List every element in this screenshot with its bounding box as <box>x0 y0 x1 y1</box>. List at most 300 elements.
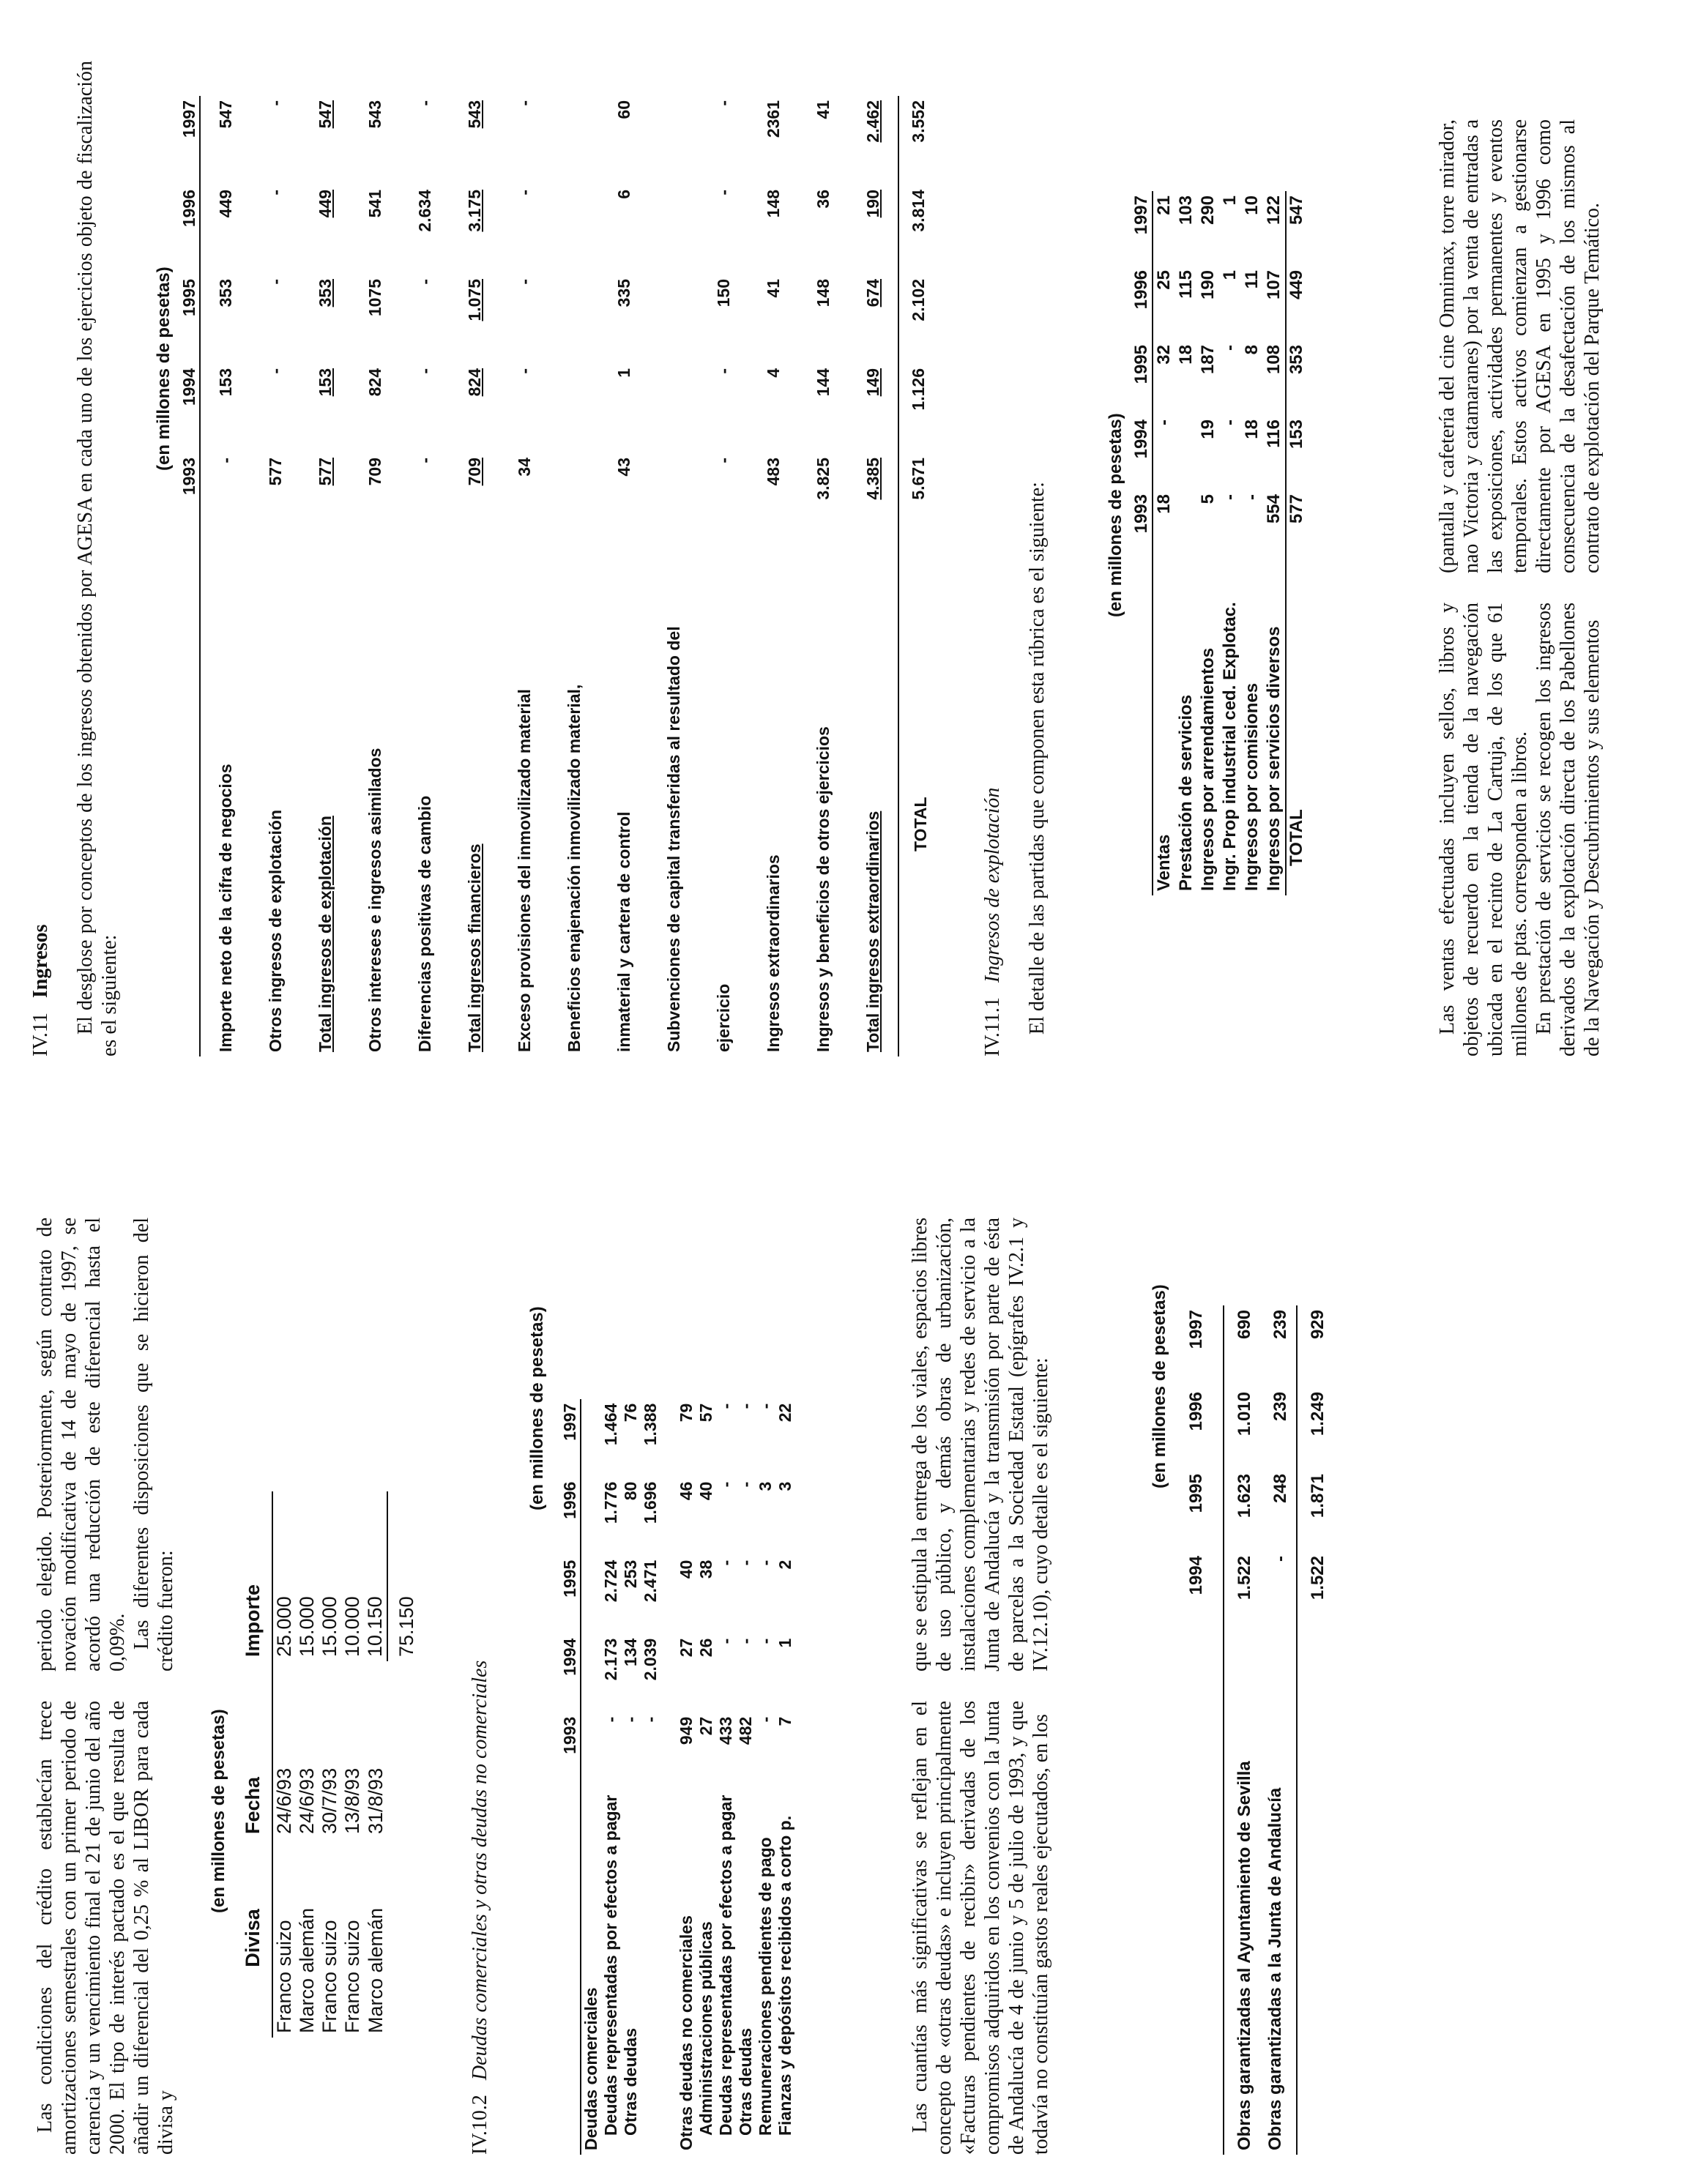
value-cell: 80 <box>621 1481 640 1501</box>
ingresos-intro <box>73 61 122 1056</box>
value-cell: 103 <box>1176 195 1196 226</box>
deudas-row <box>716 1399 736 2155</box>
importe-cell: 15.000 <box>319 1596 340 1657</box>
ingresos-row <box>450 96 499 1056</box>
intro-paragraph-1: Las condiciones del crédito establecían trece amortizaciones semestrales con un primer periodo de carencia y un vencimiento final el 21 de junio del año 2000. El tipo de interés pactado es el que resulta de añadir un diferencial del 0,25 % al LIBOR para cada divisa y <box>34 1701 177 2155</box>
value-cell <box>649 453 699 543</box>
ingresos-row <box>200 96 250 1056</box>
row-label: Otros intereses e ingresos asimilados <box>365 748 384 1052</box>
year-header: 1993 <box>179 458 198 496</box>
value-cell: - <box>716 1559 735 1566</box>
ingresos-row <box>699 96 748 1056</box>
value-cell: - <box>514 368 534 374</box>
row-label: Deudas representadas por efectos a pagar <box>716 1794 735 2136</box>
value-cell: 144 <box>813 368 833 397</box>
explotacion-table <box>1131 191 1307 895</box>
ingresos-header-row <box>179 96 200 1056</box>
section-title: Ingresos de explotación <box>981 787 1004 983</box>
value-cell: - <box>736 1403 755 1409</box>
row-label: inmaterial y cartera de control <box>614 811 633 1052</box>
row-label: Otros ingresos de explotación <box>265 809 285 1052</box>
divisa-header: Divisa <box>242 1909 264 1967</box>
obras-row <box>1265 1305 1297 2155</box>
explotacion-row <box>1263 191 1286 895</box>
fecha-cell: 30/7/93 <box>319 1767 340 1834</box>
row-label: Deudas representadas por efectos a pagar <box>601 1794 620 2136</box>
row-label: Otras deudas <box>621 2028 640 2136</box>
value-cell: 46 <box>677 1481 696 1501</box>
row-label: Ingresos por comisiones <box>1242 682 1262 891</box>
value-cell: 1.464 <box>601 1403 620 1446</box>
total-cell: 929 <box>1308 1310 1328 1340</box>
explotacion-header-row <box>1131 191 1153 895</box>
value-cell: 107 <box>1264 270 1284 300</box>
row-label: Ingresos por servicios diversos <box>1264 626 1284 891</box>
value-cell: 248 <box>1270 1474 1290 1504</box>
intro-column-2 <box>33 1218 178 1671</box>
value-cell: - <box>1270 1556 1290 1562</box>
year-header: 1994 <box>560 1638 579 1676</box>
value-cell: 674 <box>863 279 882 308</box>
bottom-paragraph-2: En prestación de servicios se recogen los ingresos derivados de la explotación directa de los Pabellones de la Navegación y Descubrimientos y sus elementos <box>1533 603 1604 1056</box>
value-cell: - <box>713 458 733 463</box>
value-cell: 10 <box>1242 195 1262 215</box>
total-cell: 353 <box>1287 345 1306 375</box>
total-label: TOTAL <box>1287 809 1306 866</box>
explotacion-total-row <box>1286 191 1307 895</box>
value-cell: 1.010 <box>1235 1392 1254 1436</box>
value-cell: - <box>265 279 285 285</box>
deudas-row <box>696 1399 716 2155</box>
year-header: 1997 <box>1131 195 1151 235</box>
value-cell: 2 <box>775 1559 794 1570</box>
row-label: Ingresos extraordinarios <box>763 854 783 1052</box>
value-cell: 3 <box>756 1481 775 1491</box>
year-header: 1995 <box>560 1559 579 1598</box>
divisa-table-unit: (en millones de pesetas) <box>209 1709 228 1913</box>
value-cell: 824 <box>365 368 384 397</box>
section-title: Ingresos <box>29 924 52 999</box>
value-cell: 1 <box>1220 270 1240 280</box>
value-cell: 2.039 <box>641 1638 660 1681</box>
fecha-cell: 24/6/93 <box>296 1767 318 1834</box>
section-title: Deudas comerciales y otras deudas no comerciales <box>469 1660 491 2081</box>
value-cell: - <box>514 190 534 195</box>
value-cell: - <box>215 458 235 463</box>
value-cell: - <box>713 100 733 106</box>
section-number: IV.11.1 <box>981 997 1004 1056</box>
middle-paragraph-2: que se estipula la entrega de los viales, espacios libres de uso público, y demás obras de urbanización, instalaciones complementarias y redes de servicio a la Junta de Andalucía y la transmisión por parte de ésta de parcelas a la Sociedad Estatal (epígrafes IV.2.1 y IV.12.10), cuyo detalle es el siguiente: <box>909 1218 1052 1671</box>
value-cell: - <box>1220 494 1240 500</box>
explotacion-body <box>1153 191 1286 895</box>
value-cell: 824 <box>464 368 484 397</box>
right-page-half <box>0 0 1690 1086</box>
value-cell: - <box>514 279 534 285</box>
value-cell: 2.462 <box>863 100 882 143</box>
section-heading-explotacion <box>981 788 1005 1056</box>
year-header: 1996 <box>560 1481 579 1519</box>
total-cell: 5.671 <box>909 458 928 500</box>
total-cell: 577 <box>1287 494 1306 524</box>
value-cell: - <box>514 100 534 106</box>
row-label: Obras garantizadas al Ayuntamiento de Sevilla <box>1235 1761 1254 2150</box>
section-heading-ingresos <box>29 924 53 1056</box>
deudas-table <box>560 1399 795 2155</box>
value-cell: 11 <box>1242 270 1262 289</box>
deudas-row <box>641 1399 660 2155</box>
year-header: 1997 <box>1186 1310 1206 1349</box>
total-cell: 3.814 <box>909 190 928 232</box>
value-cell: 433 <box>716 1716 735 1745</box>
value-cell <box>549 453 599 543</box>
value-cell: 18 <box>1242 420 1262 439</box>
total-cell: 1.522 <box>1308 1556 1328 1600</box>
value-cell: 27 <box>696 1716 715 1736</box>
value-cell: - <box>414 279 434 285</box>
value-cell: - <box>756 1638 775 1644</box>
value-cell: 483 <box>763 458 783 486</box>
divisa-row <box>319 1491 341 2038</box>
value-cell: 122 <box>1264 195 1284 226</box>
value-cell: 1.776 <box>601 1481 620 1524</box>
ingresos-row <box>599 96 649 1056</box>
value-cell: 709 <box>365 458 384 486</box>
total-label: TOTAL <box>911 797 930 851</box>
divisa-cell: Franco suizo <box>319 1920 340 2033</box>
ingresos-total-row <box>898 96 938 1056</box>
value-cell: 3.175 <box>464 190 484 232</box>
total-cell: 2.102 <box>909 279 928 321</box>
value-cell: 449 <box>215 190 235 218</box>
value-cell: 3.825 <box>813 458 833 500</box>
value-cell: 1.623 <box>1235 1474 1254 1518</box>
explotacion-row <box>1153 191 1175 895</box>
fecha-cell: 31/8/93 <box>364 1767 387 1834</box>
value-cell: 76 <box>621 1403 640 1423</box>
explotacion-row <box>1197 191 1219 895</box>
year-header: 1994 <box>179 368 198 406</box>
value-cell <box>649 185 699 275</box>
deudas-table-unit: (en millones de pesetas) <box>527 1306 547 1510</box>
divisa-row <box>341 1491 364 2038</box>
value-cell: 1 <box>775 1638 794 1648</box>
row-label: Beneficios enajenación inmovilizado material, <box>564 684 584 1052</box>
value-cell: 2.724 <box>601 1559 620 1603</box>
value-cell <box>549 275 599 364</box>
importe-cell: 10.000 <box>341 1596 363 1657</box>
value-cell: 153 <box>215 368 235 397</box>
value-cell: - <box>713 190 733 195</box>
value-cell: 2.634 <box>414 190 434 232</box>
value-cell: 60 <box>614 100 633 119</box>
value-cell: - <box>716 1638 735 1644</box>
importe-header: Importe <box>242 1584 264 1657</box>
divisa-table <box>242 1491 418 2038</box>
value-cell: 353 <box>315 279 335 308</box>
value-cell: 709 <box>464 458 484 486</box>
year-header: 1994 <box>1186 1556 1206 1595</box>
year-header: 1996 <box>1186 1392 1206 1431</box>
value-cell: 1.075 <box>464 279 484 321</box>
value-cell: 6 <box>614 190 633 199</box>
value-cell: 21 <box>1154 195 1174 215</box>
value-cell: - <box>265 190 285 195</box>
value-cell: 79 <box>677 1403 696 1423</box>
explotacion-table-unit: (en millones de pesetas) <box>1106 413 1125 617</box>
year-header: 1995 <box>1186 1474 1206 1513</box>
value-cell <box>549 185 599 275</box>
year-header: 1996 <box>1131 270 1151 310</box>
value-cell: 190 <box>1198 270 1218 300</box>
ingresos-table-unit: (en millones de pesetas) <box>154 267 174 471</box>
bottom-paragraph-3: (pantalla y cafetería del cine Omnimax, torre mirador, nao Victoria y catamaranes) por la venta de entradas a las exposiciones, actividades permanentes y eventos temporales. Estos activos comienzan a gestionarse directamente por AGESA en 1995 y 1996 como consecuencia de la desafectación de los mismos al contrato de explotación del Parque Temático. <box>1436 119 1604 573</box>
obras-table <box>1186 1305 1328 2155</box>
value-cell: 57 <box>696 1403 715 1423</box>
ingresos-row <box>250 96 300 1056</box>
fecha-cell: 13/8/93 <box>341 1767 363 1834</box>
row-label: Ingr. Prop industrial ced. Explotac. <box>1220 602 1240 891</box>
divisa-row <box>296 1491 319 2038</box>
value-cell: 547 <box>215 100 235 129</box>
value-cell: 290 <box>1198 195 1218 226</box>
row-label: Total ingresos de explotación <box>315 816 335 1052</box>
value-cell: 1075 <box>365 279 384 317</box>
value-cell: 40 <box>677 1559 696 1579</box>
value-cell: 482 <box>736 1716 755 1745</box>
value-cell: - <box>1220 420 1240 425</box>
value-cell <box>549 96 599 185</box>
value-cell: - <box>265 368 285 374</box>
middle-column-1 <box>908 1701 1053 2155</box>
ingresos-row <box>848 96 898 1056</box>
year-header: 1993 <box>1131 494 1151 534</box>
value-cell: - <box>736 1481 755 1488</box>
value-cell <box>649 96 699 185</box>
value-cell: - <box>713 368 733 374</box>
value-cell: 190 <box>863 190 882 218</box>
section-heading-deudas <box>469 1661 492 2155</box>
value-cell: 148 <box>813 279 833 308</box>
value-cell: 1.388 <box>641 1403 660 1446</box>
value-cell: - <box>1220 345 1240 351</box>
importe-cell: 15.000 <box>296 1596 318 1657</box>
total-cell: 547 <box>1287 195 1306 226</box>
value-cell: 25 <box>1154 270 1174 290</box>
deudas-header-row <box>560 1399 581 2155</box>
deudas-row <box>756 1399 775 2155</box>
value-cell: 4.385 <box>863 458 882 500</box>
explotacion-row <box>1219 191 1241 895</box>
divisa-cell: Marco alemán <box>364 1907 387 2033</box>
value-cell <box>649 275 699 364</box>
bottom-column-2 <box>1435 119 1604 573</box>
row-label: Exceso provisiones del inmovilizado material <box>514 689 534 1052</box>
row-label: Ingresos y beneficios de otros ejercicios <box>813 726 833 1052</box>
row-label: ejercicio <box>713 983 733 1052</box>
value-cell: 543 <box>365 100 384 129</box>
year-header: 1993 <box>560 1716 579 1754</box>
ingresos-body <box>200 96 898 1056</box>
intro-column-1 <box>33 1701 178 2155</box>
value-cell: - <box>621 1716 640 1723</box>
obras-row <box>1224 1305 1265 2155</box>
value-cell: 4 <box>763 368 783 378</box>
value-cell: 577 <box>315 458 335 486</box>
value-cell: 949 <box>677 1716 696 1745</box>
total-cell: 3.552 <box>909 100 928 143</box>
value-cell: 547 <box>315 100 335 129</box>
value-cell <box>649 364 699 453</box>
value-cell: 134 <box>621 1638 640 1667</box>
section-number: IV.10.2 <box>469 2095 491 2155</box>
obras-header-row <box>1186 1305 1207 2155</box>
ingresos-row <box>748 96 798 1056</box>
value-cell: 34 <box>514 458 534 477</box>
deudas-row <box>601 1399 621 2155</box>
fecha-header: Fecha <box>242 1776 264 1834</box>
deudas-row <box>621 1399 641 2155</box>
total-cell: 449 <box>1287 270 1306 300</box>
total-cell: 1.249 <box>1308 1392 1328 1436</box>
value-cell: 1 <box>614 368 633 378</box>
divisa-cell: Franco suizo <box>273 1920 295 2033</box>
total-cell: 1.871 <box>1308 1474 1328 1518</box>
value-cell: 116 <box>1264 420 1284 448</box>
year-header: 1997 <box>560 1403 579 1441</box>
value-cell: - <box>414 100 434 106</box>
value-cell: - <box>414 368 434 374</box>
explotacion-row <box>1175 191 1197 895</box>
value-cell: 1.522 <box>1235 1556 1254 1600</box>
row-label <box>641 1791 660 2155</box>
value-cell: 36 <box>813 190 833 209</box>
ingresos-row <box>649 96 699 1056</box>
value-cell: 5 <box>1198 494 1218 504</box>
value-cell: - <box>736 1559 755 1566</box>
value-cell: - <box>1242 494 1262 500</box>
obras-total-row <box>1297 1305 1328 2155</box>
value-cell: 38 <box>696 1559 715 1579</box>
deudas-group-row <box>677 1399 696 2155</box>
intro-paragraph-3: Las diferentes disposiciones que se hicieron del crédito fueron: <box>130 1218 177 1671</box>
value-cell: 1 <box>1220 195 1240 206</box>
row-label: Fianzas y depósitos recibidos a corto p. <box>775 1815 794 2136</box>
year-header: 1995 <box>1131 345 1151 384</box>
value-cell: - <box>601 1716 620 1723</box>
value-cell: 543 <box>464 100 484 129</box>
ingresos-intro-paragraph: El desglose por conceptos de los ingresos obtenidos por AGESA en cada uno de los ejercicios objeto de fiscalización es el siguiente: <box>74 61 121 1056</box>
value-cell: 1.696 <box>641 1481 660 1524</box>
value-cell: 554 <box>1264 494 1284 524</box>
value-cell: 253 <box>621 1559 640 1589</box>
divisa-row <box>364 1491 387 2038</box>
row-label: Subvenciones de capital transferidas al resultado del <box>663 626 683 1052</box>
value-cell <box>1175 490 1197 564</box>
total-cell: 1.126 <box>909 368 928 411</box>
deudas-row <box>775 1399 795 2155</box>
intro-paragraph-2: periodo elegido. Posteriormente, según contrato de novación modificativa de 14 de mayo de 1997, se acordó una reducción de este diferencial hasta el 0,09%. <box>34 1218 129 1671</box>
year-header: 1997 <box>179 100 198 138</box>
value-cell: 27 <box>677 1638 696 1658</box>
divisa-cell: Franco suizo <box>341 1920 363 2033</box>
total-cell: 153 <box>1287 420 1306 450</box>
section-number: IV.11 <box>29 1013 52 1056</box>
value-cell: 239 <box>1270 1392 1290 1422</box>
middle-paragraph-1: Las cuantías más significativas se reflejan en el concepto de «otras deudas» e incluyen principalmente «Facturas pendientes de recibir» derivadas de los compromisos adquiridos en los convenios con la Junta de Andalucía de 4 de junio y 5 de julio de 1993, y que todavía no constituían gastos reales ejecutados, en los <box>909 1701 1052 2155</box>
value-cell: 40 <box>696 1481 715 1501</box>
value-cell: - <box>736 1638 755 1644</box>
value-cell: - <box>1154 420 1174 425</box>
value-cell: 153 <box>315 368 335 397</box>
group-label: Otras deudas no comerciales <box>677 1915 696 2150</box>
value-cell: 449 <box>315 190 335 218</box>
value-cell: 43 <box>614 458 633 477</box>
explotacion-row <box>1241 191 1263 895</box>
fecha-cell: 24/6/93 <box>273 1767 295 1834</box>
value-cell: - <box>716 1481 735 1488</box>
row-label: Diferencias positivas de cambio <box>414 795 434 1052</box>
value-cell: - <box>414 458 434 463</box>
explotacion-intro-paragraph: El detalle de las partidas que componen esta rúbrica es el siguiente: <box>1026 482 1049 1035</box>
row-label: Administraciones públicas <box>696 1921 715 2136</box>
ingresos-table <box>179 96 938 1056</box>
value-cell: 239 <box>1270 1310 1290 1340</box>
left-page-half <box>0 1100 1690 2184</box>
row-label: Ventas <box>1154 834 1174 891</box>
year-header: 1994 <box>1131 420 1151 459</box>
row-label: Ingresos por arrendamientos <box>1198 647 1218 891</box>
value-cell: 115 <box>1176 270 1196 299</box>
value-cell <box>1175 415 1197 490</box>
value-cell: 18 <box>1176 345 1196 365</box>
value-cell: 18 <box>1154 494 1174 514</box>
value-cell: 335 <box>614 279 633 308</box>
divisa-total-row <box>387 1491 418 2038</box>
value-cell: 2361 <box>763 100 783 138</box>
importe-cell: 25.000 <box>273 1596 295 1657</box>
divisa-table-header-row <box>242 1491 272 2038</box>
value-cell: 41 <box>763 279 783 298</box>
row-label: Total ingresos financieros <box>464 843 484 1052</box>
deudas-group-row <box>581 1399 601 2155</box>
value-cell: 32 <box>1154 345 1174 365</box>
divisa-cell: Marco alemán <box>296 1907 318 2033</box>
value-cell <box>549 364 599 453</box>
value-cell: 2.471 <box>641 1559 660 1603</box>
explotacion-intro <box>1025 61 1049 1056</box>
year-header: 1995 <box>179 279 198 317</box>
value-cell: - <box>716 1403 735 1409</box>
ingresos-row <box>400 96 450 1056</box>
deudas-row <box>736 1399 756 2155</box>
bottom-paragraph-1: Las ventas efectuadas incluyen sellos, libros y objetos de recuerdo en la tienda de la navegación ubicada en el recinto de La Cartuja, de los que 61 millones de ptas. corresponden a libros. <box>1436 603 1531 1056</box>
value-cell: 690 <box>1235 1310 1254 1340</box>
row-label: Obras garantizadas a la Junta de Andalucía <box>1265 1787 1285 2150</box>
ingresos-row <box>798 96 848 1056</box>
value-cell: 148 <box>763 190 783 218</box>
value-cell: - <box>756 1716 775 1723</box>
ingresos-row <box>350 96 400 1056</box>
value-cell: 541 <box>365 190 384 218</box>
value-cell: 149 <box>863 368 882 397</box>
obras-table-unit: (en millones de pesetas) <box>1150 1284 1169 1488</box>
group-label: Deudas comerciales <box>581 1987 600 2150</box>
value-cell: 150 <box>713 279 733 308</box>
value-cell: 108 <box>1264 345 1284 375</box>
value-cell: - <box>641 1716 660 1723</box>
ingresos-row <box>499 96 549 1056</box>
middle-column-2 <box>908 1218 1053 1671</box>
